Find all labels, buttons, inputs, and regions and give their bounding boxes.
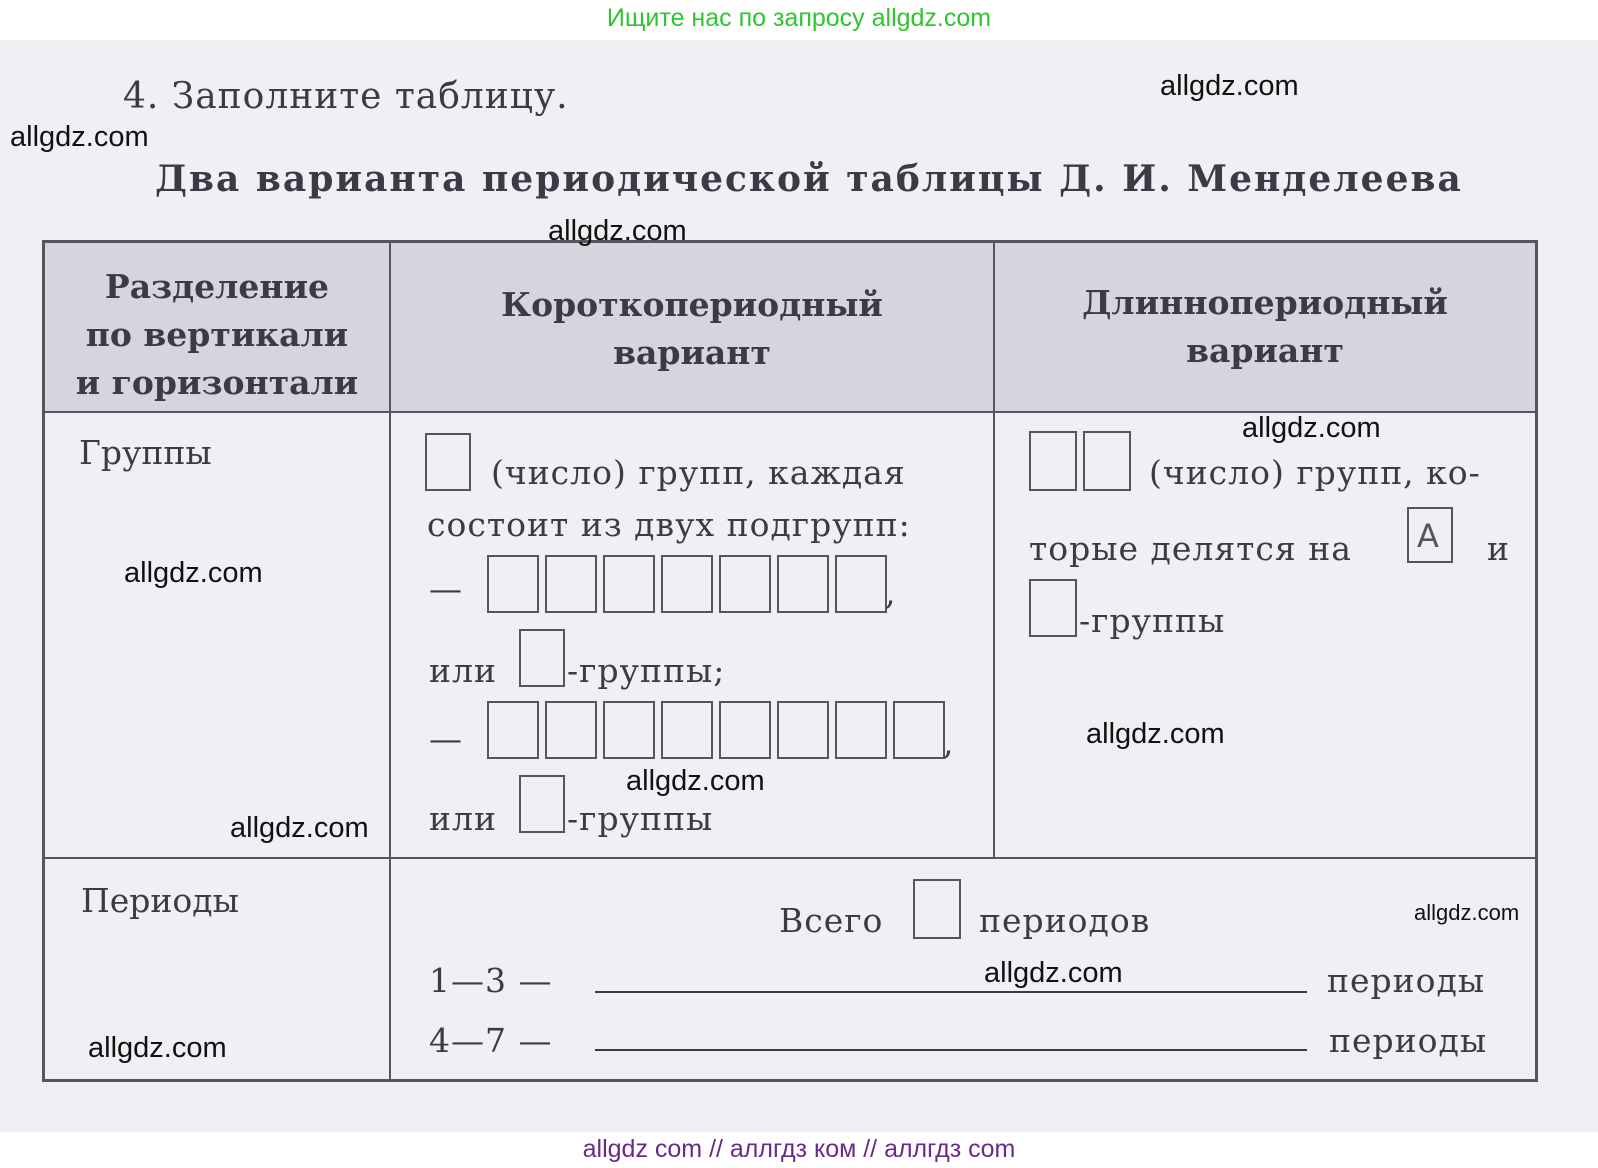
answer-box[interactable] xyxy=(1083,431,1131,491)
answer-box[interactable] xyxy=(777,701,829,759)
header-long-period xyxy=(995,279,1535,375)
answer-box[interactable] xyxy=(545,701,597,759)
groups-long-line1: (число) групп, ко- xyxy=(1149,453,1481,492)
answer-box[interactable] xyxy=(603,555,655,613)
watermark: allgdz.com xyxy=(1160,70,1299,102)
header-line: по вертикали xyxy=(85,315,349,354)
watermark: allgdz.com xyxy=(124,557,263,589)
subgroup-label: -группы xyxy=(1079,601,1226,640)
groups-short-line2: состоит из двух подгрупп: xyxy=(427,505,911,544)
answer-box[interactable] xyxy=(1029,431,1077,491)
header-short-period xyxy=(391,281,993,377)
periods-row2-prefix: 4—7 — xyxy=(429,1021,553,1060)
groups-long-line2: торые делятся на xyxy=(1029,529,1352,568)
periods-row2-suffix: периоды xyxy=(1329,1021,1488,1060)
answer-box[interactable] xyxy=(425,433,471,491)
answer-line[interactable] xyxy=(595,991,1307,993)
watermark: allgdz.com xyxy=(626,765,765,797)
or-label: или xyxy=(429,651,497,690)
watermark: allgdz.com xyxy=(1414,900,1520,925)
or-label: или xyxy=(429,799,497,838)
row-divider xyxy=(45,857,1535,859)
answer-box[interactable] xyxy=(1029,579,1077,637)
dash: — xyxy=(429,719,463,758)
and-label: и xyxy=(1487,529,1510,568)
header-line: Длиннопериодный xyxy=(1082,283,1448,322)
periods-total-suffix: периодов xyxy=(979,901,1151,940)
row-label-groups: Группы xyxy=(79,433,212,472)
header-line: вариант xyxy=(1186,331,1344,370)
periods-row1-suffix: периоды xyxy=(1327,961,1486,1000)
watermark: allgdz.com xyxy=(1086,718,1225,750)
answer-box-filled[interactable] xyxy=(1407,507,1453,563)
answer-line[interactable] xyxy=(595,1049,1307,1051)
answer-box[interactable] xyxy=(487,555,539,613)
watermark: allgdz.com xyxy=(984,957,1123,989)
dash: — xyxy=(429,569,463,608)
row-label-periods: Периоды xyxy=(81,881,239,920)
answer-box[interactable] xyxy=(519,775,565,833)
answer-box[interactable] xyxy=(835,555,887,613)
watermark: allgdz.com xyxy=(10,121,149,153)
watermark: allgdz.com xyxy=(230,812,369,844)
header-line: Разделение xyxy=(104,267,330,306)
bottom-banner: allgdz com // аллгдз ком // аллгдз com xyxy=(582,1135,1016,1163)
answer-box[interactable] xyxy=(487,701,539,759)
header-division xyxy=(45,263,389,407)
answer-box[interactable] xyxy=(719,555,771,613)
answer-box[interactable] xyxy=(519,629,565,687)
comma: , xyxy=(943,723,955,762)
answer-box[interactable] xyxy=(835,701,887,759)
header-line: Короткопериодный xyxy=(501,285,883,324)
header-line: вариант xyxy=(613,333,771,372)
periods-row1-prefix: 1—3 — xyxy=(429,961,553,1000)
header-line: и горизонтали xyxy=(75,363,359,402)
answer-box[interactable] xyxy=(545,555,597,613)
subgroup-label: -группы xyxy=(567,799,714,838)
task-title: 4. Заполните таблицу. xyxy=(123,76,569,117)
watermark: allgdz.com xyxy=(1242,412,1381,444)
answer-box[interactable] xyxy=(661,555,713,613)
subgroup-label: -группы; xyxy=(567,651,726,690)
watermark: allgdz.com xyxy=(548,215,687,247)
answer-box[interactable] xyxy=(661,701,713,759)
watermark: allgdz.com xyxy=(88,1032,227,1064)
handwritten-letter: А xyxy=(1417,517,1439,555)
answer-box[interactable] xyxy=(719,701,771,759)
answer-box[interactable] xyxy=(603,701,655,759)
table-caption: Два варианта периодической таблицы Д. И. Менделеева xyxy=(155,158,1463,200)
groups-short-line1: (число) групп, каждая xyxy=(491,453,906,492)
periods-total-label: Всего xyxy=(779,901,884,940)
top-banner: Ищите нас по запросу allgdz.com xyxy=(606,4,992,32)
answer-box[interactable] xyxy=(777,555,829,613)
comma: , xyxy=(885,573,897,612)
answer-box[interactable] xyxy=(893,701,945,759)
answer-box[interactable] xyxy=(913,879,961,939)
mendeleev-table xyxy=(42,240,1538,1082)
